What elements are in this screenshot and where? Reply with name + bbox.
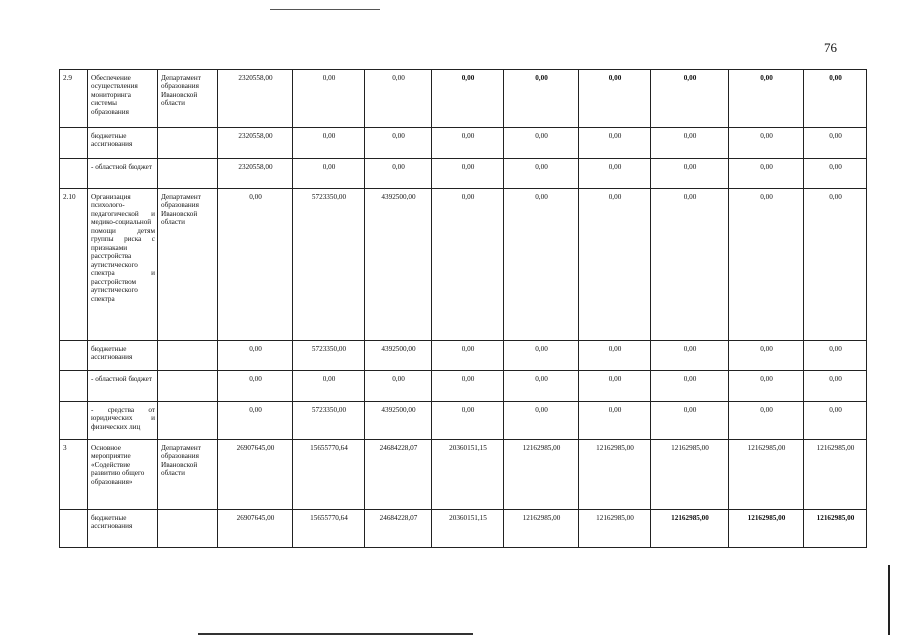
row-executor	[158, 159, 218, 189]
row-value: 12162985,00	[729, 440, 804, 510]
row-value: 0,00	[579, 341, 651, 371]
row-code	[60, 128, 88, 159]
row-value: 0,00	[504, 341, 579, 371]
row-executor	[158, 371, 218, 402]
row-value: 12162985,00	[504, 510, 579, 548]
row-value: 0,00	[432, 189, 504, 341]
row-value: 0,00	[504, 402, 579, 440]
row-code	[60, 510, 88, 548]
row-code: 3	[60, 440, 88, 510]
row-value: 0,00	[651, 159, 729, 189]
row-code	[60, 371, 88, 402]
row-value: 20360151,15	[432, 510, 504, 548]
row-value: 15655770,64	[293, 440, 365, 510]
row-value: 0,00	[804, 402, 867, 440]
row-value: 2320558,00	[218, 70, 293, 128]
row-value: 0,00	[729, 128, 804, 159]
row-value: 12162985,00	[651, 440, 729, 510]
row-value: 0,00	[579, 70, 651, 128]
row-value: 2320558,00	[218, 159, 293, 189]
row-value: 0,00	[804, 128, 867, 159]
row-value: 12162985,00	[804, 440, 867, 510]
row-value: 0,00	[432, 402, 504, 440]
row-name: Организация психолого-педагогической и медико-социальной помощи детям группы риска с признаками расстройства аутистического спектра и расстройством аутистического спектра	[88, 189, 158, 341]
row-value: 12162985,00	[579, 510, 651, 548]
row-value: 0,00	[365, 371, 432, 402]
row-executor	[158, 341, 218, 371]
row-value: 26907645,00	[218, 510, 293, 548]
row-value: 0,00	[293, 371, 365, 402]
row-value: 0,00	[651, 341, 729, 371]
table-row	[60, 70, 867, 128]
row-value: 15655770,64	[293, 510, 365, 548]
row-value: 0,00	[432, 128, 504, 159]
row-value: 4392500,00	[365, 341, 432, 371]
row-value: 0,00	[432, 159, 504, 189]
row-name: - областной бюджет	[88, 371, 158, 402]
row-value: 0,00	[432, 371, 504, 402]
row-value: 20360151,15	[432, 440, 504, 510]
row-executor	[158, 402, 218, 440]
row-code	[60, 159, 88, 189]
row-value: 0,00	[651, 128, 729, 159]
row-value: 0,00	[729, 189, 804, 341]
row-value: 0,00	[504, 159, 579, 189]
row-name: бюджетные ассигнования	[88, 128, 158, 159]
row-value: 0,00	[579, 402, 651, 440]
row-value: 12162985,00	[804, 510, 867, 548]
budget-table	[59, 69, 867, 548]
row-value: 12162985,00	[651, 510, 729, 548]
table-row	[60, 510, 867, 548]
row-name: бюджетные ассигнования	[88, 510, 158, 548]
row-name: - средства от юридических и физических лиц	[88, 402, 158, 440]
row-name: Обеспечение осуществления мониторинга системы образования	[88, 70, 158, 128]
row-value: 0,00	[218, 402, 293, 440]
row-executor	[158, 128, 218, 159]
bottom-rule	[198, 633, 473, 635]
table-row	[60, 128, 867, 159]
row-value: 5723350,00	[293, 341, 365, 371]
row-value: 0,00	[504, 70, 579, 128]
row-value: 26907645,00	[218, 440, 293, 510]
row-value: 0,00	[804, 70, 867, 128]
row-value: 0,00	[365, 159, 432, 189]
row-name: - областной бюджет	[88, 159, 158, 189]
row-value: 0,00	[293, 128, 365, 159]
row-value: 0,00	[651, 189, 729, 341]
table-row	[60, 440, 867, 510]
row-value: 12162985,00	[504, 440, 579, 510]
right-margin-bar	[888, 565, 890, 635]
row-value: 0,00	[651, 371, 729, 402]
row-code	[60, 402, 88, 440]
row-value: 0,00	[365, 70, 432, 128]
row-value: 0,00	[579, 371, 651, 402]
row-value: 0,00	[218, 341, 293, 371]
row-executor	[158, 510, 218, 548]
row-value: 0,00	[729, 70, 804, 128]
row-value: 0,00	[729, 341, 804, 371]
row-value: 0,00	[651, 70, 729, 128]
row-code: 2.9	[60, 70, 88, 128]
row-value: 5723350,00	[293, 402, 365, 440]
row-value: 0,00	[579, 189, 651, 341]
row-value: 0,00	[432, 341, 504, 371]
row-value: 0,00	[729, 402, 804, 440]
row-value: 0,00	[432, 70, 504, 128]
table-row	[60, 189, 867, 341]
row-executor: Департамент образования Ивановской области	[158, 70, 218, 128]
row-name: бюджетные ассигнования	[88, 341, 158, 371]
row-value: 2320558,00	[218, 128, 293, 159]
row-value: 0,00	[729, 371, 804, 402]
row-value: 4392500,00	[365, 402, 432, 440]
row-value: 0,00	[579, 159, 651, 189]
table-row	[60, 341, 867, 371]
row-value: 0,00	[651, 402, 729, 440]
row-value: 0,00	[804, 189, 867, 341]
row-value: 12162985,00	[579, 440, 651, 510]
row-value: 0,00	[504, 189, 579, 341]
row-value: 0,00	[729, 159, 804, 189]
row-value: 0,00	[804, 341, 867, 371]
row-name: Основное мероприятие «Содействие развитию общего образования»	[88, 440, 158, 510]
row-value: 0,00	[804, 371, 867, 402]
row-value: 0,00	[218, 371, 293, 402]
top-rule	[270, 9, 380, 10]
table-row	[60, 159, 867, 189]
row-value: 0,00	[504, 128, 579, 159]
row-executor: Департамент образования Ивановской области	[158, 440, 218, 510]
row-value: 5723350,00	[293, 189, 365, 341]
table-body	[60, 70, 867, 548]
row-code	[60, 341, 88, 371]
table-row	[60, 402, 867, 440]
row-value: 0,00	[504, 371, 579, 402]
table-row	[60, 371, 867, 402]
row-value: 0,00	[218, 189, 293, 341]
row-value: 24684228,07	[365, 510, 432, 548]
row-value: 0,00	[365, 128, 432, 159]
row-code: 2.10	[60, 189, 88, 341]
row-executor: Департамент образования Ивановской области	[158, 189, 218, 341]
row-value: 0,00	[293, 159, 365, 189]
row-value: 12162985,00	[729, 510, 804, 548]
row-value: 24684228,07	[365, 440, 432, 510]
row-value: 0,00	[804, 159, 867, 189]
page-number: 76	[824, 40, 837, 55]
row-value: 0,00	[293, 70, 365, 128]
row-value: 4392500,00	[365, 189, 432, 341]
row-value: 0,00	[579, 128, 651, 159]
